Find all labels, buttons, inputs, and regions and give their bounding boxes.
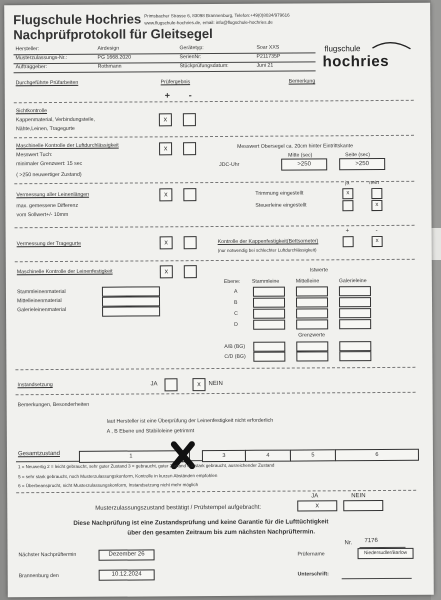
manufacturer-value: Airdesign	[97, 45, 120, 52]
sight-check-sub1: Kappenmaterial, Verbindungsteile,	[15, 116, 95, 124]
value-cell[interactable]	[253, 309, 285, 319]
value-cell[interactable]	[339, 286, 371, 296]
line-length-plus-checkbox[interactable]: x	[159, 188, 172, 201]
value-cell[interactable]	[339, 319, 371, 329]
next-inspection-value[interactable]: Dezember 26	[99, 549, 155, 560]
limit-values-grid	[4, 3, 430, 6]
porosity-col-side: Seite (sec)	[345, 152, 370, 159]
remarks-line-2: A , B Ebene und Stabiloleine getrimmt	[106, 428, 195, 435]
riser-minus-checkbox[interactable]	[184, 236, 197, 249]
limit-cell[interactable]	[339, 341, 371, 351]
limit-cell[interactable]	[253, 342, 285, 352]
riser-plus-checkbox[interactable]: x	[160, 236, 173, 249]
logo-word-1: flugschule	[324, 44, 361, 54]
main-line-material-field[interactable]	[102, 286, 160, 296]
repair-title: Instandsetzung	[17, 382, 53, 389]
porosity-plus-checkbox[interactable]: x	[159, 142, 172, 155]
place-date-value[interactable]: 10.12.2024	[99, 569, 155, 580]
sight-check-minus-checkbox[interactable]	[183, 113, 196, 126]
school-logo	[320, 39, 412, 74]
value-cell[interactable]	[296, 319, 328, 329]
row-divider	[14, 100, 414, 103]
limit-cell[interactable]	[339, 351, 371, 361]
trim-no-checkbox[interactable]	[371, 188, 382, 199]
minus-header: -	[188, 90, 192, 101]
riser-measure-title: Vermessung der Tragegurte	[16, 240, 81, 248]
manufacturer-label: Hersteller:	[15, 46, 40, 53]
serial-number-label: SerienNr:	[179, 54, 202, 61]
piece-test-date-value: Juni 21	[256, 62, 274, 69]
glider-type-label: Gerätetyp:	[179, 45, 204, 52]
column-result-header: Prüfergebnis	[160, 79, 191, 86]
porosity-sub2: minimaler Grenzwert: 15 sec	[16, 160, 83, 168]
client-value: Rothmann	[97, 63, 122, 70]
client-label: Auftraggeber:	[15, 64, 48, 71]
value-cell[interactable]	[296, 308, 328, 318]
examiner-label: Prüfername	[297, 551, 325, 558]
address-line-1: Primsbacher Strasse 6, 83098 Brannenburg, Telefon:+49(0)8034/979616	[144, 12, 290, 19]
porosity-title: Maschinelle Kontrolle der Luftdurchlässigkeit	[16, 142, 119, 150]
column-tests-header: Durchgeführte Prüfarbeiten	[15, 79, 79, 87]
limit-cell[interactable]	[253, 352, 285, 362]
col-gallery-line: Galerieleine	[338, 278, 367, 285]
row-divider	[14, 135, 414, 138]
form-title: Nachprüfprotokoll für Gleitsegel	[13, 26, 213, 43]
line-strength-minus-checkbox[interactable]	[184, 265, 197, 278]
brake-line-no-checkbox[interactable]: x	[371, 200, 382, 211]
limit-values-title: Grenzwerte	[298, 332, 326, 339]
canopy-minus-checkbox[interactable]: x	[372, 236, 383, 247]
gallery-line-material-field[interactable]	[102, 306, 160, 316]
canopy-strength-title: Kontrolle der Kappenfestigkeit(Bettsometer)	[217, 238, 319, 246]
value-cell[interactable]	[253, 287, 285, 297]
next-inspection-label: Nächster Nachprüftermin	[18, 551, 77, 559]
porosity-remark: Messwert Obersegel ca. 20cm hinter Eintrittskante	[237, 143, 353, 150]
line-strength-title: Maschinelle Kontrolle der Leinenfestigkeit	[16, 268, 113, 276]
level-b: B	[233, 299, 238, 306]
record-number-label: Nr.	[344, 540, 353, 547]
approval-number-label: Musterzulassungs-Nr.:	[15, 54, 68, 62]
serial-number-value: P211735P	[256, 53, 281, 60]
trim-yes-header: ja	[345, 180, 350, 187]
examiner-value[interactable]: Niedersudler/Barlow	[358, 548, 414, 559]
condition-4[interactable]: 4	[245, 450, 291, 462]
repair-yes-checkbox[interactable]	[164, 378, 177, 391]
signature-line	[342, 578, 412, 579]
info-rule	[14, 70, 316, 73]
repair-yes-label: JA	[150, 381, 158, 388]
porosity-minus-checkbox[interactable]	[183, 142, 196, 155]
inspection-form-sheet	[4, 3, 434, 598]
condition-5[interactable]: 5	[290, 449, 336, 461]
level-d: D	[234, 321, 238, 328]
gallery-line-material-label: Galerieleinenmaterial	[17, 306, 67, 314]
line-length-sub2: vom Sollwert+/- 10mm	[16, 211, 69, 219]
approval-yes-checkbox[interactable]: x	[297, 500, 337, 511]
value-cell[interactable]	[253, 320, 285, 330]
porosity-col-middle: Mitte (sec)	[288, 152, 313, 159]
plus-header: +	[164, 90, 171, 101]
actual-values-title: Istwerte	[309, 267, 329, 274]
row-divider	[15, 367, 415, 370]
value-cell[interactable]	[339, 308, 371, 318]
middle-line-material-label: Mittelleinenmaterial	[16, 297, 62, 305]
condition-legend-3: 6 = Überbeansprucht, nicht Musterzulassungskonform, Instandsetzung nicht mehr möglich	[18, 482, 199, 489]
row-divider	[15, 225, 415, 228]
porosity-sub1: Messwert Tuch:	[16, 152, 53, 159]
limit-cell[interactable]	[296, 341, 328, 351]
sight-check-sub2: Nähte,Leinen, Tragegurte	[15, 125, 75, 133]
record-number-value: 7176	[364, 538, 378, 545]
level-a: A	[233, 288, 238, 295]
trim-no-header: nein	[369, 180, 380, 187]
address-line-2: www.flugschule-hochries.de, email: info@flugschule-hochries.de	[144, 19, 273, 26]
main-line-material-label: Stammleinenmaterial	[16, 288, 66, 296]
brake-line-yes-checkbox[interactable]	[342, 200, 353, 211]
overall-condition-title: Gesamtzustand	[17, 450, 60, 458]
value-cell[interactable]	[253, 298, 285, 308]
line-length-title: Vermessung aller Leinenlängen	[16, 191, 90, 199]
actual-values-grid	[4, 3, 430, 6]
condition-legend-2: 5 = sehr stark gebraucht, noch Musterzulassungskonform, Kontrolle in kurzen Abständen empfohlen	[18, 473, 218, 480]
repair-no-checkbox[interactable]: x	[192, 378, 205, 391]
column-remark-header: Bemerkung	[288, 78, 316, 85]
brake-line-label: Steuerleine eingestellt	[255, 202, 307, 209]
repair-no-label: NEIN	[208, 380, 223, 388]
level-ab-bg: A/B (BG)	[224, 343, 246, 350]
piece-test-date-label: Stückprüfungsdatum:	[179, 62, 229, 70]
trim-yes-checkbox[interactable]: x	[342, 188, 353, 199]
remarks-title: Bemerkungen, Besonderheiten	[17, 401, 90, 409]
level-label: Ebene:	[223, 278, 241, 285]
company-name: Flugschule Hochries	[13, 11, 142, 28]
value-cell[interactable]	[339, 297, 371, 307]
row-divider	[16, 392, 416, 395]
condition-3[interactable]: 3	[202, 450, 246, 462]
col-middle-line: Mittelleine	[295, 278, 320, 285]
line-length-sub1: max. gemessene Differenz	[16, 202, 79, 210]
approval-label: Musterzulassungszustand bestätigt / Prüfstempel aufgebracht:	[95, 504, 262, 512]
porosity-sub3: ( >250 neuwertiger Zustand)	[16, 171, 82, 179]
row-divider	[15, 259, 415, 262]
middle-line-material-field[interactable]	[102, 296, 160, 306]
disclaimer-line-1: Diese Nachprüfung ist eine Zustandsprüfung und keine Garantie für die Lufttüchtigkeit	[73, 518, 329, 527]
condition-1[interactable]: 1	[79, 450, 183, 463]
place-date-label: Brannenburg den	[18, 572, 59, 580]
canopy-minus-header: -	[375, 228, 378, 235]
line-length-minus-checkbox[interactable]	[183, 188, 196, 201]
value-cell[interactable]	[296, 286, 328, 296]
approval-yes-header: JA	[311, 493, 319, 500]
porosity-middle-value[interactable]: >250	[281, 158, 327, 170]
line-strength-plus-checkbox[interactable]: x	[160, 265, 173, 278]
porosity-side-value[interactable]: >250	[339, 158, 385, 170]
approval-number-value: PG 1668.2020	[97, 54, 132, 61]
level-c: C	[234, 310, 238, 317]
col-main-line: Stammleine	[251, 278, 280, 285]
approval-no-checkbox[interactable]	[343, 500, 383, 511]
limit-cell[interactable]	[296, 351, 328, 361]
sight-check-plus-checkbox[interactable]: x	[159, 113, 172, 126]
canopy-strength-note: (nur notwendig bei schlechter Luftdurchlässigkeit)	[217, 247, 317, 254]
disclaimer-line-2: über den gesamten Zeitraum bis zum nächsten Nachprüftermin.	[127, 528, 316, 537]
sight-check-title: Sichtkontrolle	[15, 108, 48, 115]
approval-no-header: NEIN	[351, 493, 366, 500]
value-cell[interactable]	[296, 297, 328, 307]
canopy-plus-header: +	[345, 228, 350, 235]
level-cd-bg: C/D (BG)	[224, 353, 246, 360]
logo-word-2: hochries	[322, 52, 390, 71]
trim-label: Trimmung eingestellt	[255, 190, 304, 197]
signature-label: Unterschrift:	[297, 571, 329, 578]
porosity-device: JDC-Uhr	[219, 161, 240, 168]
condition-6[interactable]: 6	[335, 449, 419, 462]
canopy-plus-checkbox[interactable]	[343, 236, 354, 247]
condition-legend-1: 1 = Neuwertig 2 = leicht gebraucht, sehr guter Zustand 3 = gebraucht, guter Zustand 4 = stark gebraucht, ausreichender Zustand	[17, 462, 275, 470]
glider-type-value: Soar XXS	[256, 44, 280, 51]
remarks-line-1: laut Hersteller ist eine Überprüfung der Leinenfestigkeit nicht erforderlich	[106, 417, 274, 425]
